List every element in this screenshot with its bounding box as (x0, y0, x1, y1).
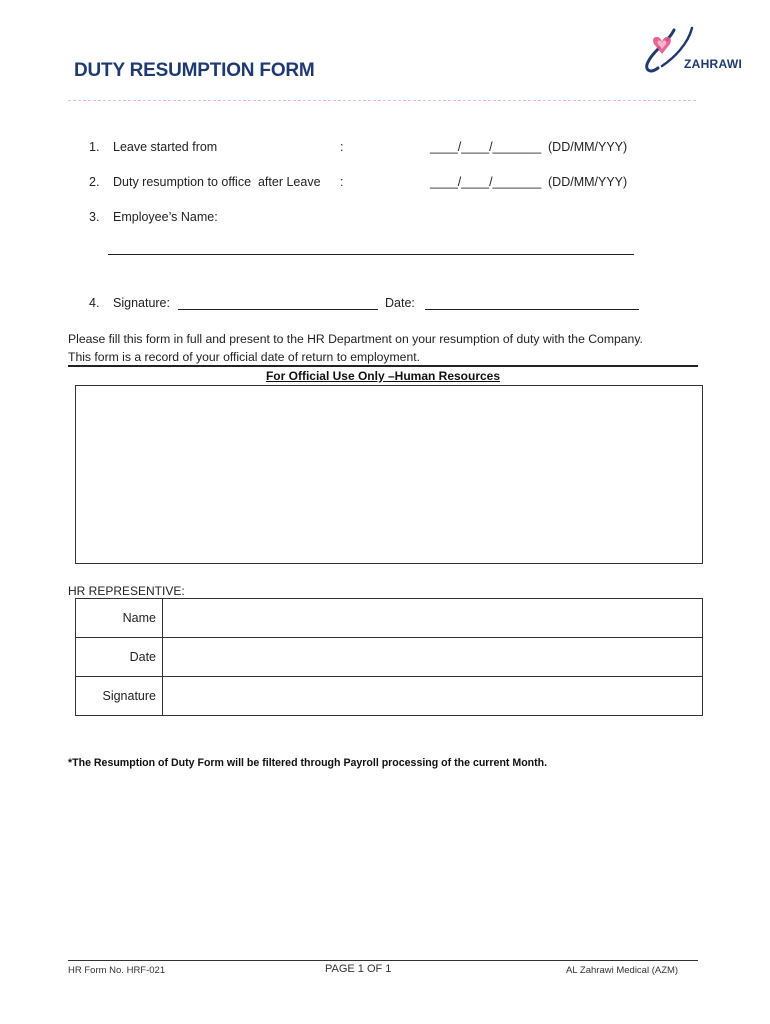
signature-label: Signature: (113, 296, 170, 310)
page-title: DUTY RESUMPTION FORM (74, 60, 315, 81)
field-4-number: 4. (89, 296, 100, 310)
field-1-colon: : (340, 140, 344, 154)
logo-wordmark: ZAHRAWI (684, 57, 743, 71)
footer-page-number: PAGE 1 OF 1 (325, 963, 392, 975)
zahrawi-logo-icon (634, 22, 744, 82)
field-2-label: Duty resumption to office after Leave (113, 175, 321, 189)
hr-date-input[interactable] (163, 638, 703, 677)
field-2-date-input[interactable]: ____/____/_______ (430, 175, 542, 189)
hr-row-signature (76, 677, 703, 716)
hr-signature-input[interactable] (163, 677, 703, 716)
section-divider (68, 365, 698, 367)
footer-form-number: HR Form No. HRF-021 (68, 965, 166, 976)
hr-representative-label: HR REPRESENTIVE: (68, 584, 185, 598)
footer-divider (68, 960, 698, 961)
hr-name-label: Name (76, 599, 163, 638)
hr-date-label: Date (76, 638, 163, 677)
payroll-note: *The Resumption of Duty Form will be filtered through Payroll processing of the current Month. (68, 757, 548, 769)
date-label: Date: (385, 296, 415, 310)
date-input[interactable] (425, 309, 639, 310)
signature-input[interactable] (178, 309, 378, 310)
hr-representative-table (75, 598, 703, 716)
instructions-paragraph (68, 330, 708, 366)
field-1-label: Leave started from (113, 140, 218, 154)
employee-name-input[interactable] (108, 254, 634, 255)
title-divider (68, 100, 696, 101)
field-3-number: 3. (89, 210, 100, 224)
field-1-number: 1. (89, 140, 100, 154)
footer-company: AL Zahrawi Medical (AZM) (566, 965, 679, 976)
field-3-label: Employee’s Name: (113, 210, 218, 224)
instructions-line-1: Please fill this form in full and present to the HR Department on your resumption of duty with the Company. (68, 332, 643, 346)
hr-row-name (76, 599, 703, 638)
field-2-date-format: (DD/MM/YYY) (548, 175, 628, 189)
official-use-heading: For Official Use Only –Human Resources (265, 369, 501, 383)
field-1-date-input[interactable]: ____/____/_______ (430, 140, 542, 154)
field-2-number: 2. (89, 175, 100, 189)
field-1-date-format: (DD/MM/YYY) (548, 140, 628, 154)
hr-signature-label: Signature (76, 677, 163, 716)
hr-name-input[interactable] (163, 599, 703, 638)
field-2-colon: : (340, 175, 344, 189)
instructions-line-2: This form is a record of your official date of return to employment. (68, 350, 421, 364)
official-use-box[interactable] (75, 385, 703, 564)
hr-row-date (76, 638, 703, 677)
